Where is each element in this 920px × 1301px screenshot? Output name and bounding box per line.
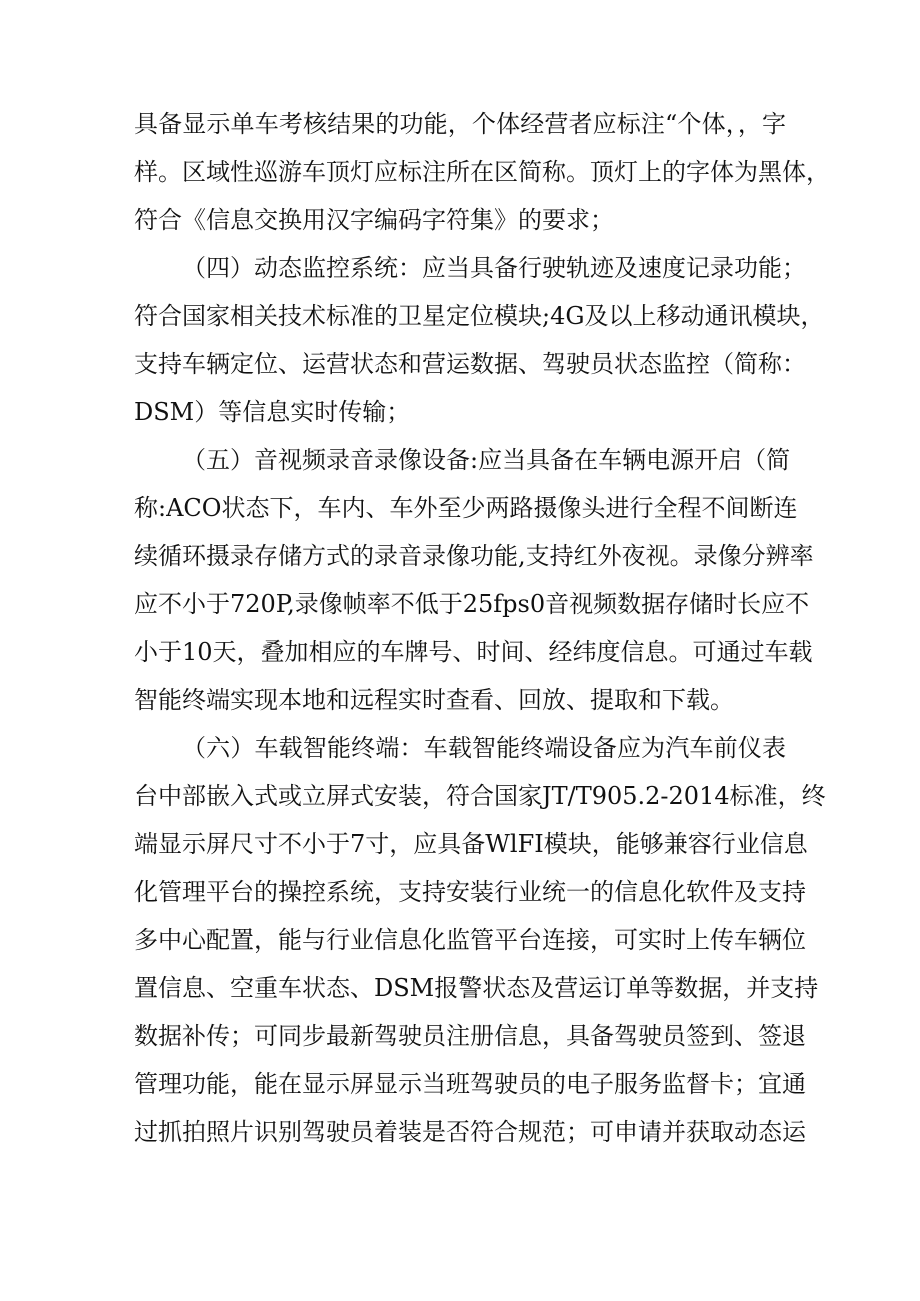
text-line: 具备显示单车考核结果的功能，个体经营者应标注“个体，，字 <box>134 110 786 138</box>
text-line: 多中心配置，能与行业信息化监管平台连接，可实时上传车辆位 <box>134 926 806 954</box>
text-line: 智能终端实现本地和远程实时查看、回放、提取和下载。 <box>134 686 734 714</box>
text-line: 过抓拍照片识别驾驶员着装是否符合规范；可申请并获取动态运 <box>134 1118 806 1146</box>
text-line: 数据补传；可同步最新驾驶员注册信息，具备驾驶员签到、签退 <box>134 1022 806 1050</box>
text-line: （四）动态监控系统：应当具备行驶轨迹及速度记录功能； <box>182 254 806 282</box>
text-line: 应不小于720P,录像帧率不低于25fps0音视频数据存储时长应不 <box>134 590 810 618</box>
text-line: 符合《信息交换用汉字编码字符集》的要求； <box>134 206 614 234</box>
text-line: 支持车辆定位、运营状态和营运数据、驾驶员状态监控（简称： <box>134 350 806 378</box>
text-line: 称:ACO状态下，车内、车外至少两路摄像头进行全程不间断连 <box>134 494 798 522</box>
text-line: 样。区域性巡游车顶灯应标注所在区简称。顶灯上的字体为黑体， <box>134 158 830 186</box>
text-line: （五）音视频录音录像设备:应当具备在车辆电源开启（简 <box>182 446 791 474</box>
text-line: 置信息、空重车状态、DSM报警状态及营运订单等数据，并支持 <box>134 974 819 1002</box>
text-line: 小于10天，叠加相应的车牌号、时间、经纬度信息。可通过车载 <box>134 638 813 666</box>
text-line: 符合国家相关技术标准的卫星定位模块;4G及以上移动通讯模块， <box>134 302 825 330</box>
text-line: （六）车载智能终端：车载智能终端设备应为汽车前仪表 <box>182 734 786 762</box>
text-line: 化管理平台的操控系统，支持安装行业统一的信息化软件及支持 <box>134 878 806 906</box>
text-line: 续循环摄录存储方式的录音录像功能,支持红外夜视。录像分辨率 <box>134 542 814 570</box>
text-line: 端显示屏尺寸不小于7寸，应具备WlFI模块，能够兼容行业信息 <box>134 830 808 858</box>
text-line: DSM）等信息实时传输； <box>134 398 411 426</box>
text-line: 台中部嵌入式或立屏式安装，符合国家JT/T905.2-2014标准，终 <box>134 782 826 810</box>
text-line: 管理功能，能在显示屏显示当班驾驶员的电子服务监督卡；宜通 <box>134 1070 806 1098</box>
